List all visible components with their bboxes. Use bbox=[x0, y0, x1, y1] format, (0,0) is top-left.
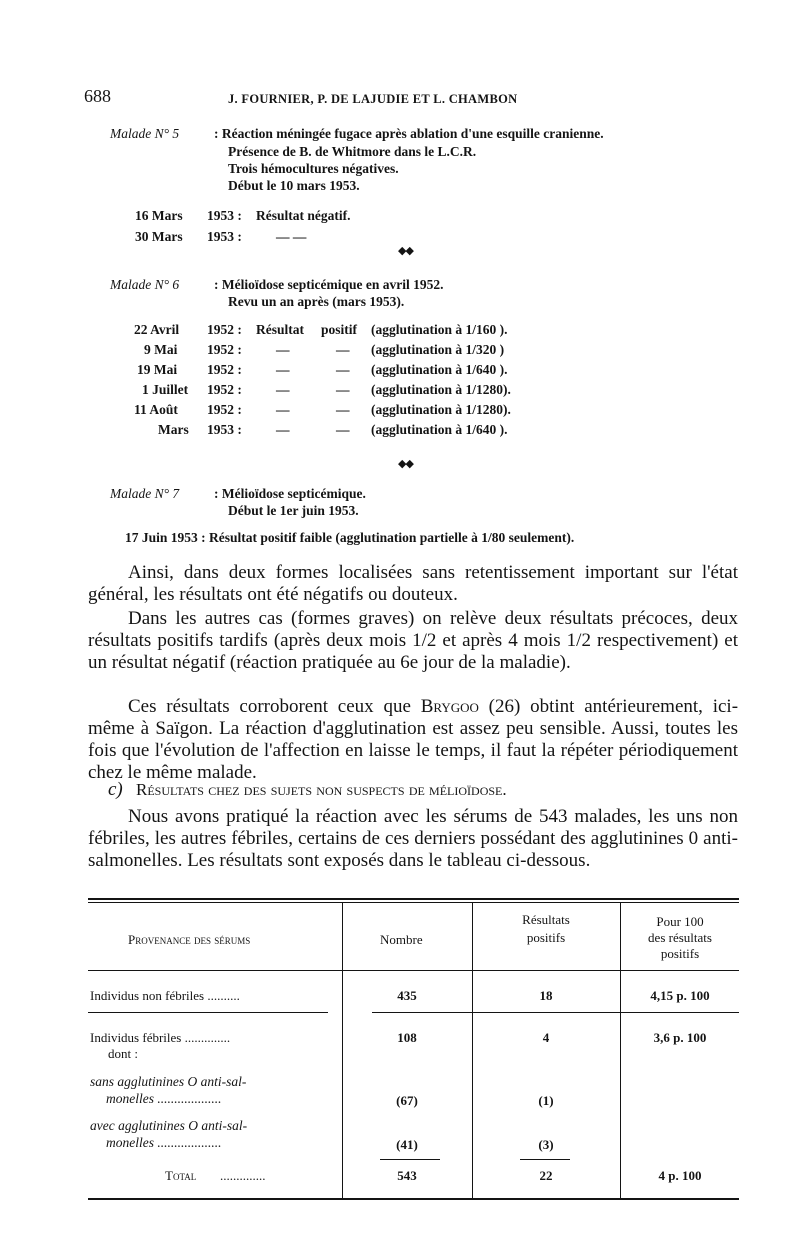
m6-r1-year: 1952 : bbox=[207, 322, 242, 337]
table-col-divider-2 bbox=[472, 903, 473, 1199]
paragraph-3 bbox=[88, 696, 738, 784]
section-letter: c) bbox=[108, 779, 123, 800]
table-top-rule bbox=[88, 898, 739, 900]
row-febriles-label: Individus fébriles .............. bbox=[90, 1030, 231, 1045]
row-nonfebriles-nombre: 435 bbox=[397, 988, 417, 1003]
m6-r3-date: 19 Mai bbox=[137, 362, 178, 377]
malade-6-line-2: Revu un an après (mars 1953). bbox=[228, 294, 405, 309]
table-top-rule-thin bbox=[88, 902, 739, 903]
table-header-resultats-1: Résultats bbox=[522, 912, 570, 927]
m6-r2-c: (agglutination à 1/320 ) bbox=[371, 342, 505, 357]
table-rule-nombre-subtotal bbox=[380, 1159, 440, 1160]
m6-r5-c: (agglutination à 1/1280). bbox=[371, 402, 511, 417]
malade-7-line-2: Début le 1er juin 1953. bbox=[228, 503, 359, 518]
m6-r4-c: (agglutination à 1/1280). bbox=[371, 382, 511, 397]
row-nonfebriles-pct: 4,15 p. 100 bbox=[650, 988, 710, 1003]
malade-5-line-1: : Réaction méningée fugace après ablation d'une esquille cranienne. bbox=[214, 126, 604, 141]
row-total-positifs: 22 bbox=[539, 1168, 553, 1183]
m6-r1-a: Résultat bbox=[256, 322, 304, 337]
row-sans-label-1: sans agglutinines O anti-sal- bbox=[90, 1074, 247, 1089]
m6-r5-date: 11 Août bbox=[134, 402, 178, 417]
table-header-resultats-2: positifs bbox=[526, 930, 566, 945]
separator-diamonds-1: ◆◆ bbox=[398, 244, 413, 257]
m5-r1-date: 16 Mars bbox=[135, 208, 183, 223]
m6-r6-year: 1953 : bbox=[207, 422, 242, 437]
m6-r1-c: (agglutination à 1/160 ). bbox=[371, 322, 508, 337]
table-rule-after-nonfebriles-2 bbox=[372, 1012, 739, 1013]
m6-r4-year: 1952 : bbox=[207, 382, 242, 397]
paragraph-1: Ainsi, dans deux formes localisées sans retentissement important sur l'état général, les résultats ont été négatifs ou douteux. bbox=[88, 562, 738, 605]
table-header-rule bbox=[88, 970, 739, 971]
row-febriles-positifs: 4 bbox=[542, 1030, 550, 1045]
row-febriles-nombre: 108 bbox=[397, 1030, 417, 1045]
m6-r6-c: (agglutination à 1/640 ). bbox=[371, 422, 508, 437]
page-number: 688 bbox=[84, 86, 111, 106]
row-febriles-pct: 3,6 p. 100 bbox=[653, 1030, 707, 1045]
m6-r3-a: — bbox=[276, 362, 290, 377]
malade-5-line-3: Trois hémocultures négatives. bbox=[228, 161, 399, 176]
row-nonfebriles-label: Individus non fébriles .......... bbox=[90, 988, 240, 1003]
malade-5-line-4: Début le 10 mars 1953. bbox=[228, 178, 360, 193]
m5-r2-text: — — bbox=[276, 229, 307, 244]
m5-r1-text: Résultat négatif. bbox=[256, 208, 351, 223]
m6-r1-date: 22 Avril bbox=[134, 322, 180, 337]
m6-r2-date: 9 Mai bbox=[144, 342, 178, 357]
p3-rest: (26) obtint antérieurement, ici-même à Saïgon. La réaction d'agglutination est assez peu sensible. Aussi, toutes les fois que l'évolution de l'affection en laisse le temps, il faut la répéter périodiquement chez le même malade. bbox=[88, 696, 739, 783]
table-header-provenance: Provenance des sérums bbox=[128, 932, 251, 947]
malade-7-line-1: : Mélioïdose septicémique. bbox=[214, 486, 366, 501]
paragraph-4: Nous avons pratiqué la réaction avec les sérums de 543 malades, les uns non fébriles, les autres fébriles, certains de ces derniers possédant des agglutinines 0 anti-salmonelles. Les résultats sont exposés dans le tableau ci-dessous. bbox=[88, 806, 738, 871]
author-brygoo: Brygoo bbox=[420, 696, 479, 717]
m6-r4-date: 1 Juillet bbox=[142, 382, 189, 397]
row-avec-nombre: (41) bbox=[396, 1137, 418, 1152]
table-rule-after-nonfebriles-1 bbox=[88, 1012, 328, 1013]
table-header-pour100-2: des résultats bbox=[648, 930, 712, 945]
malade-7-result: 17 Juin 1953 : Résultat positif faible (agglutination partielle à 1/80 seulement). bbox=[125, 530, 575, 545]
table-rule-positifs-subtotal bbox=[520, 1159, 570, 1160]
section-title: Résultats chez des sujets non suspects de mélioïdose. bbox=[136, 780, 507, 799]
row-total-label: Total bbox=[165, 1168, 197, 1183]
table-bottom-rule bbox=[88, 1198, 739, 1200]
m5-r1-year: 1953 : bbox=[207, 208, 242, 223]
m6-r4-a: — bbox=[276, 382, 290, 397]
m6-r2-b: — bbox=[336, 342, 350, 357]
table-header-nombre: Nombre bbox=[380, 932, 423, 947]
row-sans-nombre: (67) bbox=[396, 1093, 418, 1108]
malade-5-label: Malade N° 5 bbox=[110, 126, 180, 141]
m5-r2-year: 1953 : bbox=[207, 229, 242, 244]
m6-r2-a: — bbox=[276, 342, 290, 357]
malade-7-label: Malade N° 7 bbox=[110, 486, 180, 501]
separator-diamonds-2: ◆◆ bbox=[398, 457, 413, 470]
paragraph-2: Dans les autres cas (formes graves) on relève deux résultats précoces, deux résultats positifs tardifs (après deux mois 1/2 et après 4 mois 1/2 respectivement) et un résultat négatif (réaction pratiquée au 6e jour de la maladie). bbox=[88, 608, 738, 673]
row-sans-positifs: (1) bbox=[538, 1093, 554, 1108]
p3-prefix: Ces résultats corroborent ceux que bbox=[128, 696, 411, 717]
m5-r2-date: 30 Mars bbox=[135, 229, 183, 244]
m6-r3-c: (agglutination à 1/640 ). bbox=[371, 362, 508, 377]
m6-r2-year: 1952 : bbox=[207, 342, 242, 357]
table-col-divider-1 bbox=[342, 903, 343, 1199]
row-total-dots: .............. bbox=[220, 1168, 266, 1183]
row-avec-label-1: avec agglutinines O anti-sal- bbox=[90, 1118, 248, 1133]
row-total-nombre: 543 bbox=[397, 1168, 417, 1183]
m6-r6-a: — bbox=[276, 422, 290, 437]
malade-6-label: Malade N° 6 bbox=[110, 277, 180, 292]
row-nonfebriles-positifs: 18 bbox=[539, 988, 553, 1003]
row-sans-label-2: monelles ................... bbox=[106, 1091, 222, 1106]
row-total-pct: 4 p. 100 bbox=[658, 1168, 702, 1183]
table-header-pour100-3: positifs bbox=[660, 946, 700, 961]
row-avec-label-2: monelles ................... bbox=[106, 1135, 222, 1150]
m6-r5-b: — bbox=[336, 402, 350, 417]
m6-r5-year: 1952 : bbox=[207, 402, 242, 417]
malade-6-line-1: : Mélioïdose septicémique en avril 1952. bbox=[214, 277, 444, 292]
m6-r6-date: Mars bbox=[158, 422, 189, 437]
m6-r4-b: — bbox=[336, 382, 350, 397]
m6-r3-year: 1952 : bbox=[207, 362, 242, 377]
running-header-authors: J. FOURNIER, P. DE LAJUDIE ET L. CHAMBON bbox=[228, 92, 518, 106]
m6-r6-b: — bbox=[336, 422, 350, 437]
m6-r1-b: positif bbox=[321, 322, 358, 337]
row-febriles-sub: dont : bbox=[108, 1046, 138, 1061]
table-header-pour100-1: Pour 100 bbox=[656, 914, 704, 929]
malade-5-line-2: Présence de B. de Whitmore dans le L.C.R. bbox=[228, 144, 477, 159]
row-avec-positifs: (3) bbox=[538, 1137, 554, 1152]
m6-r3-b: — bbox=[336, 362, 350, 377]
m6-r5-a: — bbox=[276, 402, 290, 417]
